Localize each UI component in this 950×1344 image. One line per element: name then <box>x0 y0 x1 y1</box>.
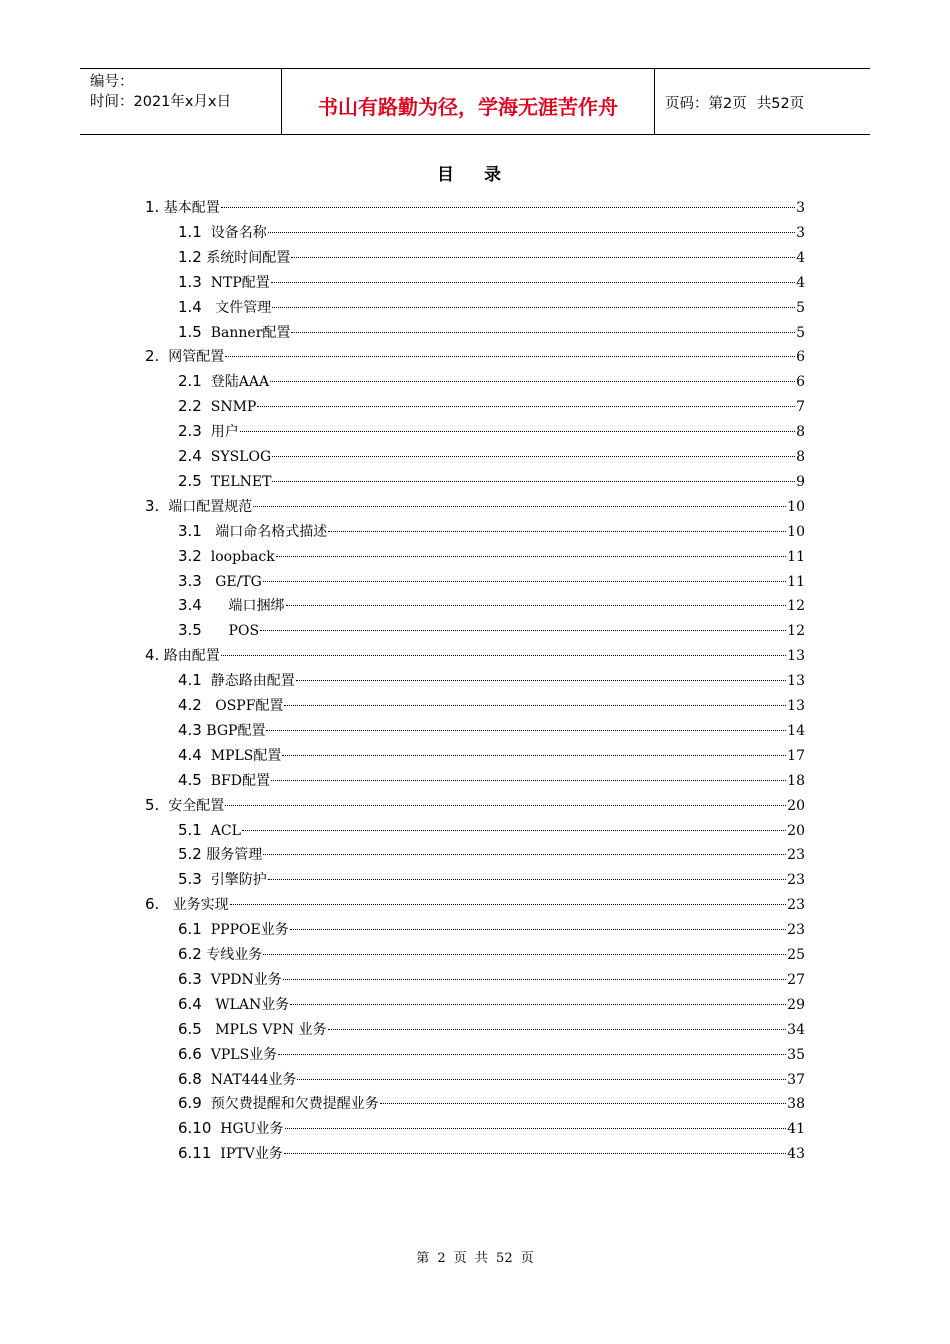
toc-entry-number: 1. <box>145 198 160 216</box>
toc-dot-leader <box>225 804 786 806</box>
toc-entry[interactable] <box>178 968 805 990</box>
toc-entry[interactable] <box>178 619 805 641</box>
toc-entry-number: 1.4 <box>178 297 202 316</box>
toc-entry[interactable] <box>178 470 805 492</box>
toc-entry-title: MPLS VPN 业务 <box>201 1021 327 1038</box>
toc-entry-title: 引擎防护 <box>201 872 267 889</box>
toc-entry-page: 13 <box>787 698 805 714</box>
toc-entry-title: 网管配置 <box>159 349 225 366</box>
toc-dot-leader <box>242 829 786 831</box>
toc-entry-title: NTP配置 <box>201 274 270 291</box>
toc-entry-number: 3.3 <box>178 571 202 590</box>
toc-entry-page: 5 <box>796 324 805 341</box>
toc-entry-title: WLAN业务 <box>201 996 290 1013</box>
time-label: 时间：2021年x月x日 <box>90 94 232 110</box>
toc-entry-title: Banner配置 <box>201 324 291 341</box>
toc-dot-leader <box>296 679 786 681</box>
toc-entry-page: 23 <box>787 872 805 889</box>
toc-entry[interactable] <box>145 794 805 816</box>
toc-entry-title: PPPOE业务 <box>201 922 289 939</box>
toc-dot-leader <box>253 505 786 507</box>
toc-entry[interactable] <box>178 570 805 592</box>
toc-entry-title: 预欠费提醒和欠费提醒业务 <box>201 1096 379 1113</box>
toc-dot-leader <box>272 306 795 308</box>
toc-entry[interactable] <box>178 445 805 467</box>
toc-entry-title: OSPF配置 <box>201 698 284 714</box>
toc-entry-page: 6 <box>796 374 805 391</box>
toc-dot-leader <box>263 853 786 855</box>
toc-entry-title: HGU业务 <box>211 1121 284 1138</box>
toc-entry-number: 5.3 <box>178 870 202 889</box>
toc-entry-number: 5.2 <box>178 845 202 864</box>
toc-dot-leader <box>268 231 795 233</box>
toc-entry-title: BFD配置 <box>201 772 270 789</box>
toc-entry-page: 18 <box>787 772 805 789</box>
toc-entry-title: TELNET <box>201 473 272 490</box>
toc-entry-page: 10 <box>787 523 805 540</box>
toc-entry[interactable] <box>178 420 805 442</box>
toc-entry-number: 6.10 <box>178 1119 212 1138</box>
toc-entry[interactable] <box>178 943 805 965</box>
page-info-total: 共52页 <box>756 96 805 112</box>
toc-entry-number: 3. <box>145 496 160 515</box>
toc-entry-title: 系统时间配置 <box>201 249 291 266</box>
toc-entry-number: 6.8 <box>178 1069 202 1088</box>
toc-entry-number: 3.2 <box>178 546 202 565</box>
toc-dot-leader <box>221 206 795 208</box>
header-motto: 书山有路勤为径，学海无涯苦作舟 <box>282 69 655 134</box>
toc-entry[interactable] <box>178 1068 805 1090</box>
toc-entry[interactable] <box>178 1117 805 1139</box>
toc-entry-number: 2.2 <box>178 397 202 416</box>
toc-entry-page: 23 <box>787 847 805 864</box>
toc-entry-page: 8 <box>796 424 805 441</box>
toc-entry-page: 9 <box>796 473 805 490</box>
toc-entry-number: 6.1 <box>178 920 202 939</box>
toc-entry-page: 11 <box>787 548 805 565</box>
toc-entry-title: IPTV业务 <box>211 1146 283 1163</box>
toc-entry-title: 登陆AAA <box>201 374 270 391</box>
toc-dot-leader <box>271 779 786 781</box>
toc-entry[interactable] <box>178 843 805 865</box>
toc-entry-page: 37 <box>787 1071 805 1088</box>
toc-entry[interactable] <box>145 495 805 517</box>
toc-entry-title: 文件管理 <box>201 299 272 316</box>
toc-entry-page: 29 <box>787 996 805 1013</box>
toc-dot-leader <box>260 629 786 631</box>
toc-entry-page: 8 <box>796 449 805 465</box>
header-meta <box>80 69 282 134</box>
toc-entry-title: SYSLOG <box>201 449 272 465</box>
toc-entry-number: 6.5 <box>178 1019 202 1038</box>
toc-entry-number: 6.11 <box>178 1144 212 1163</box>
toc-entry[interactable] <box>178 1018 805 1040</box>
toc-entry[interactable] <box>178 669 805 691</box>
toc-entry-title: POS <box>201 623 260 640</box>
toc-entry-number: 2.5 <box>178 471 202 490</box>
toc-entry-title: GE/TG <box>201 573 262 590</box>
toc-entry-number: 3.1 <box>178 521 202 540</box>
toc-entry-number: 3.5 <box>178 621 202 640</box>
toc-entry-page: 20 <box>787 822 805 839</box>
toc-entry-number: 6. <box>145 895 160 914</box>
toc-entry[interactable] <box>178 395 805 417</box>
toc-entry[interactable] <box>178 769 805 791</box>
toc-entry-page: 13 <box>787 648 805 665</box>
toc-entry[interactable] <box>145 345 805 367</box>
toc-entry[interactable] <box>178 744 805 766</box>
toc-entry-title: 用户 <box>201 424 239 441</box>
toc-entry-page: 23 <box>787 922 805 939</box>
toc-dot-leader <box>272 480 795 482</box>
toc-entry-number: 2.1 <box>178 372 202 391</box>
toc-entry-number: 6.9 <box>178 1094 202 1113</box>
toc-entry-page: 4 <box>796 274 805 291</box>
toc-entry[interactable] <box>178 1043 805 1065</box>
toc-entry-title: 端口配置规范 <box>159 498 253 515</box>
toc-dot-leader <box>263 580 786 582</box>
toc-entry-page: 17 <box>787 747 805 764</box>
toc-entry[interactable] <box>145 644 805 666</box>
toc-entry-page: 12 <box>787 598 805 615</box>
toc-entry-page: 23 <box>787 897 805 914</box>
toc-entry-number: 2.4 <box>178 447 202 465</box>
toc-entry[interactable] <box>178 819 805 841</box>
toc-entry-number: 4.4 <box>178 745 202 764</box>
toc-entry[interactable] <box>178 1142 805 1164</box>
toc-entry-page: 27 <box>787 971 805 988</box>
toc-dot-leader <box>284 704 786 706</box>
toc-entry[interactable] <box>178 1092 805 1114</box>
toc-entry-page: 35 <box>787 1046 805 1063</box>
toc-dot-leader <box>230 903 787 905</box>
toc-entry-title: 业务实现 <box>159 897 229 914</box>
toc-entry-page: 25 <box>787 947 805 963</box>
toc-entry-page: 11 <box>787 573 805 590</box>
toc-dot-leader <box>380 1102 786 1104</box>
toc-dot-leader <box>283 978 786 980</box>
toc-dot-leader <box>266 729 786 731</box>
toc-dot-leader <box>284 1152 786 1154</box>
toc-entry-page: 4 <box>796 249 805 266</box>
toc-entry-page: 7 <box>796 399 805 416</box>
page-info-current: 页码：第2页 <box>665 96 747 112</box>
toc-entry-title: 专线业务 <box>201 947 263 963</box>
toc-dot-leader <box>286 604 787 606</box>
page-header <box>80 68 870 135</box>
toc-entry-number: 3.4 <box>178 596 202 615</box>
toc-dot-leader <box>276 555 786 557</box>
header-page-info <box>655 69 870 134</box>
toc-entry-number: 1.3 <box>178 272 202 291</box>
toc-dot-leader <box>328 530 786 532</box>
toc-dot-leader <box>291 256 795 258</box>
toc-entry-number: 2. <box>145 347 160 366</box>
toc-entry[interactable] <box>178 594 805 616</box>
toc-entry-page: 41 <box>787 1121 805 1138</box>
toc-dot-leader <box>270 380 795 382</box>
toc-entry-number: 4.2 <box>178 696 202 714</box>
toc-entry-number: 4.1 <box>178 671 202 690</box>
toc-dot-leader <box>290 928 786 930</box>
toc-entry[interactable] <box>178 719 805 741</box>
toc-entry[interactable] <box>178 246 805 268</box>
toc-entry-title: SNMP <box>201 399 257 416</box>
code-label: 编号： <box>90 74 134 90</box>
toc-dot-leader <box>272 455 795 457</box>
toc-entry-page: 43 <box>787 1146 805 1163</box>
toc-entry-number: 4.5 <box>178 770 202 789</box>
toc-entry[interactable] <box>178 694 805 716</box>
toc-entry-number: 5.1 <box>178 820 202 839</box>
toc-dot-leader <box>328 1028 787 1030</box>
toc-entry[interactable] <box>178 868 805 890</box>
toc-entry-page: 3 <box>796 200 805 216</box>
toc-entry-page: 10 <box>787 498 805 515</box>
toc-dot-leader <box>285 1127 787 1129</box>
toc-dot-leader <box>271 281 795 283</box>
toc-entry[interactable] <box>178 296 805 318</box>
toc-dot-leader <box>221 654 786 656</box>
toc-dot-leader <box>290 1003 786 1005</box>
toc-entry-number: 1.5 <box>178 322 202 341</box>
toc-entry-page: 3 <box>796 224 805 241</box>
toc-entry[interactable] <box>145 893 805 915</box>
toc-dot-leader <box>263 953 786 955</box>
toc-entry[interactable] <box>178 221 805 243</box>
toc-title: 目 录 <box>437 165 513 185</box>
toc-entry-title: 端口命名格式描述 <box>201 523 328 540</box>
toc-entry-title: 路由配置 <box>159 648 220 665</box>
toc-entry-number: 6.4 <box>178 994 202 1013</box>
toc-entry[interactable] <box>178 918 805 940</box>
toc-entry-page: 13 <box>787 673 805 690</box>
toc-entry[interactable] <box>178 993 805 1015</box>
toc-entry-title: VPLS业务 <box>201 1046 278 1063</box>
toc-entry[interactable] <box>145 196 805 218</box>
toc-entry-number: 5. <box>145 795 160 814</box>
toc-entry[interactable] <box>178 370 805 392</box>
toc-dot-leader <box>240 430 795 432</box>
toc-entry-title: 端口捆绑 <box>201 598 285 615</box>
toc-entry[interactable] <box>178 520 805 542</box>
toc-entry-page: 14 <box>787 722 805 739</box>
toc-entry-page: 38 <box>787 1096 805 1113</box>
toc-entry-number: 6.3 <box>178 969 202 988</box>
toc-entry-title: 设备名称 <box>201 224 267 241</box>
toc-entry-title: ACL <box>201 822 241 839</box>
toc-entry-title: 安全配置 <box>159 797 225 814</box>
toc-dot-leader <box>282 754 786 756</box>
toc-entry[interactable] <box>178 321 805 343</box>
toc-entry[interactable] <box>178 271 805 293</box>
toc-entry-number: 4. <box>145 646 160 665</box>
toc-entry-title: loopback <box>201 548 275 565</box>
toc-entry-number: 2.3 <box>178 422 202 441</box>
toc-dot-leader <box>268 878 786 880</box>
toc-dot-leader <box>225 355 795 357</box>
toc-dot-leader <box>278 1053 786 1055</box>
toc-entry-number: 4.3 <box>178 720 202 739</box>
toc-entry-page: 20 <box>787 797 805 814</box>
toc-entry-title: 基本配置 <box>159 200 220 216</box>
toc-entry-title: 服务管理 <box>201 847 263 864</box>
toc-entry-number: 6.6 <box>178 1044 202 1063</box>
toc-entry-title: VPDN业务 <box>201 971 282 988</box>
toc-entry-title: BGP配置 <box>201 722 266 739</box>
toc-entry-title: NAT444业务 <box>201 1071 297 1088</box>
toc-dot-leader <box>291 331 795 333</box>
toc-entry-number: 1.1 <box>178 222 202 241</box>
toc-dot-leader <box>297 1078 786 1080</box>
toc-entry-page: 5 <box>796 299 805 316</box>
page-footer: 第 2 页 共 52 页 <box>416 1251 534 1266</box>
toc-entry-page: 12 <box>787 623 805 640</box>
toc-entry-number: 6.2 <box>178 945 202 963</box>
toc-entry[interactable] <box>178 545 805 567</box>
toc-entry-title: MPLS配置 <box>201 747 282 764</box>
toc-entry-number: 1.2 <box>178 247 202 266</box>
toc-entry-page: 34 <box>787 1021 805 1038</box>
toc-dot-leader <box>257 405 795 407</box>
toc-entry-title: 静态路由配置 <box>201 673 295 690</box>
toc-entry-page: 6 <box>796 349 805 366</box>
